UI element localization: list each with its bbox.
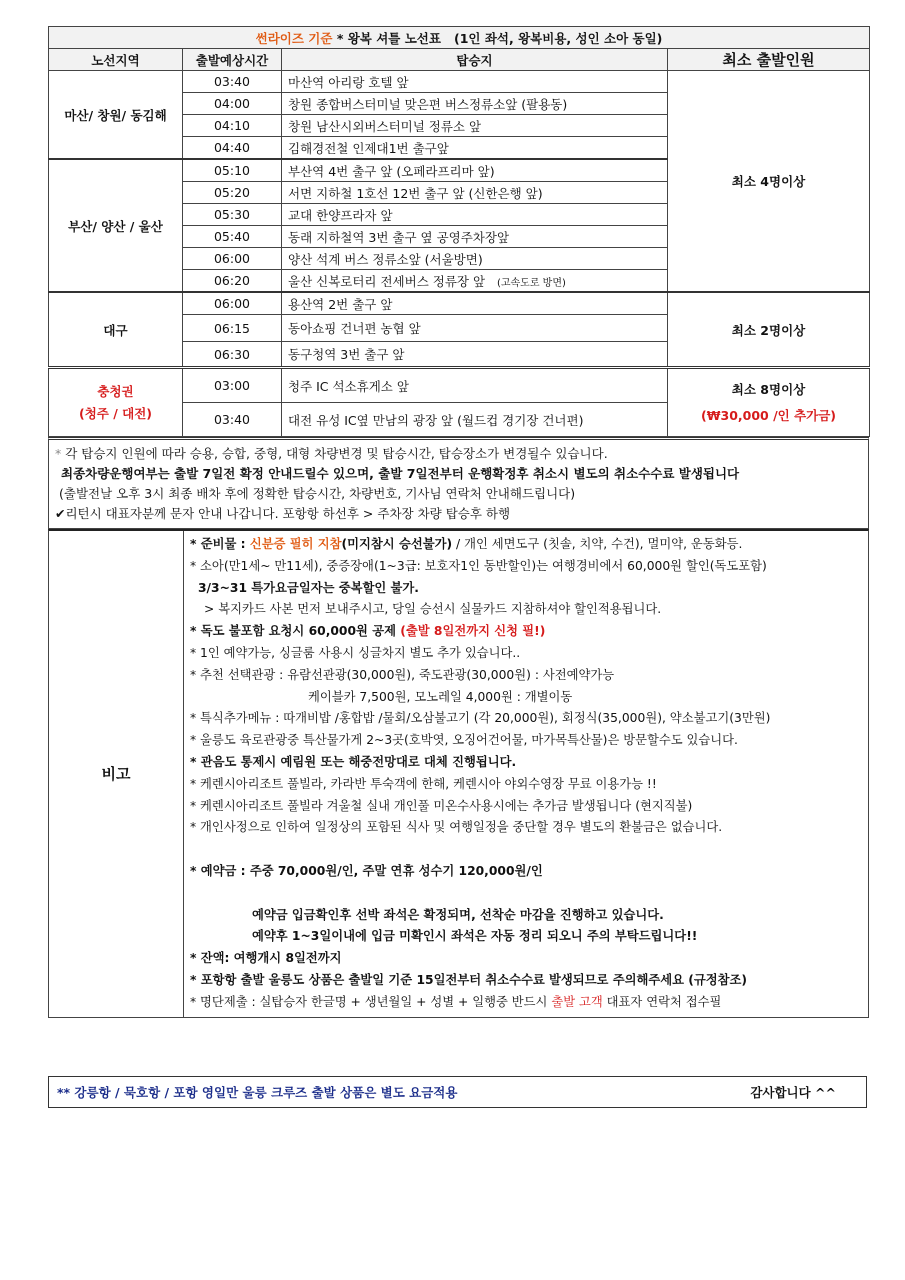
title-note: (1인 좌석, 왕복비용, 성인 소아 동일) [454, 30, 663, 46]
stop-text: 울산 신복로터리 전세버스 정류장 앞 [288, 273, 486, 289]
time-cell: 04:40 [183, 137, 282, 160]
min-south: 최소 4명이상 [668, 71, 870, 293]
remark-line: * 소아(만1세~ 만11세), 중증장애(1~3급: 보호자1인 동반할인)는 여행경비에서 60,000원 할인(독도포함) [190, 558, 767, 573]
remark-text: * 독도 불포함 요청시 60,000원 공제 [190, 624, 401, 639]
min-chungcheong [668, 368, 870, 437]
time-cell: 04:00 [183, 93, 282, 115]
table-row [49, 71, 870, 93]
note-line [55, 504, 862, 524]
remark-line: * 1인 예약가능, 싱글룸 사용시 싱글차지 별도 추가 있습니다.. [190, 645, 521, 660]
remark-line: * 케렌시아리조트 풀빌라, 카라반 투숙객에 한해, 케렌시아 야외수영장 무료 이용가능 !! [190, 776, 657, 791]
min-chungcheong-count: 최소 8명이상 [731, 381, 806, 397]
time-cell: 06:20 [183, 270, 282, 293]
brand-label: 썬라이즈 기준 [255, 30, 333, 46]
remark-line [190, 992, 862, 1014]
remark-text: * 명단제출 : 실탑승자 한글명 + 생년월일 + 성별 + 일행중 반드시 [190, 994, 552, 1009]
remark-highlight: 출발 고객 [551, 994, 603, 1009]
stop-cell: 동래 지하철역 3번 출구 옆 공영주차장앞 [282, 226, 668, 248]
time-cell: 05:40 [183, 226, 282, 248]
page-title [49, 27, 870, 49]
header-region: 노선지역 [49, 49, 183, 71]
stop-cell: 김해경전철 인제대1번 출구앞 [282, 137, 668, 160]
footer-left: ** 강릉항 / 묵호항 / 포항 영일만 울릉 크루즈 출발 상품은 별도 요금적용 [57, 1085, 458, 1100]
time-cell: 05:20 [183, 182, 282, 204]
remark-line: * 잔액: 여행개시 8일전까지 [190, 951, 342, 966]
stop-cell: 양산 석계 버스 정류소앞 (서울방면) [282, 248, 668, 270]
table-row [49, 368, 870, 403]
time-cell: 03:40 [183, 71, 282, 93]
header-row [49, 49, 870, 71]
remarks-body [184, 531, 868, 1017]
stop-cell: 동아쇼핑 건너편 농협 앞 [282, 315, 668, 342]
stop-extra: (고속도로 방면) [496, 277, 566, 289]
remarks-label: 비고 [49, 531, 184, 1017]
note-text: 리턴시 대표자분께 문자 안내 나갑니다. 포항항 하선후 > 주차장 차량 탑승후 하행 [65, 506, 511, 521]
stop-cell: 창원 남산시외버스터미널 정류소 앞 [282, 115, 668, 137]
stop-cell: 용산역 2번 출구 앞 [282, 292, 668, 315]
footer-note [48, 1076, 867, 1108]
stop-cell: 동구청역 3번 출구 앞 [282, 342, 668, 368]
time-cell: 06:15 [183, 315, 282, 342]
region-chungcheong-name: 충청권 [97, 383, 134, 399]
note-line: * 각 탑승지 인원에 따라 승용, 승합, 중형, 대형 차량변경 및 탑승시간, 탑승장소가 변경될수 있습니다. [55, 446, 608, 461]
remark-line: 예약후 1~3일이내에 입금 미확인시 좌석은 자동 정리 되오니 주의 부탁드립니다!! [252, 929, 698, 944]
stop-cell: 창원 종합버스터미널 맞은편 버스정류소앞 (팔용동) [282, 93, 668, 115]
header-stop: 탑승지 [282, 49, 668, 71]
schedule-sheet [48, 26, 869, 1018]
remark-line: 케이블카 7,500원, 모노레일 4,000원 : 개별이동 [308, 689, 573, 704]
time-cell: 03:00 [183, 368, 282, 403]
remark-line [190, 621, 862, 643]
remark-text: (미지참시 승선불가) [341, 537, 453, 551]
route-table [48, 26, 870, 437]
note-text: 각 탑승지 인원에 따라 승용, 승합, 중형, 대형 차량변경 및 탑승시간, 탑승장소가 변경될수 있습니다. [65, 446, 608, 461]
remark-line: > 복지카드 사본 먼저 보내주시고, 당일 승선시 실물카드 지참하셔야 할인적용됩니다. [204, 602, 662, 617]
remark-spacer [190, 883, 862, 905]
stop-cell: 마산역 아리랑 호텔 앞 [282, 71, 668, 93]
stop-cell: 대전 유성 IC옆 만남의 광장 앞 (월드컵 경기장 건너편) [282, 403, 668, 437]
region-masan: 마산/ 창원/ 동김해 [49, 71, 183, 160]
remark-line: * 관음도 통제시 예림원 또는 해중전망대로 대체 진행됩니다. [190, 754, 517, 769]
header-time: 출발예상시간 [183, 49, 282, 71]
time-cell: 05:30 [183, 204, 282, 226]
stop-cell: 교대 한양프라자 앞 [282, 204, 668, 226]
footer-right: 감사합니다 ^^ [750, 1085, 836, 1100]
remark-line: * 포항항 출발 울릉도 상품은 출발일 기준 15일전부터 취소수수료 발생되므로 주의해주세요 (규정참조) [190, 972, 748, 987]
time-cell: 03:40 [183, 403, 282, 437]
table-row [49, 292, 870, 315]
region-chungcheong [49, 368, 183, 437]
stop-cell: 청주 IC 석소휴게소 앞 [282, 368, 668, 403]
check-icon: ✔ [55, 506, 66, 521]
title-main: * 왕복 셔틀 노선표 [332, 30, 441, 46]
region-daegu: 대구 [49, 292, 183, 368]
time-cell: 04:10 [183, 115, 282, 137]
stop-cell: 부산역 4번 출구 앞 (오페라프리마 앞) [282, 159, 668, 182]
remark-highlight: (출발 8일전까지 신청 필!) [400, 624, 546, 639]
remark-line: * 케렌시아리조트 풀빌라 겨울철 실내 개인풀 미온수사용시에는 추가금 발생됩니다 (현지직불) [190, 798, 693, 813]
remark-spacer [190, 839, 862, 861]
time-cell: 06:00 [183, 248, 282, 270]
remarks-section [48, 529, 869, 1018]
header-min: 최소 출발인원 [668, 49, 870, 71]
note-line: 최종차량운행여부는 출발 7일전 확정 안내드릴수 있으며, 출발 7일전부터 운행확정후 취소시 별도의 취소수수료 발생됩니다 [61, 466, 740, 481]
region-busan: 부산/ 양산 / 울산 [49, 159, 183, 292]
time-cell: 06:30 [183, 342, 282, 368]
remark-line: * 개인사정으로 인하여 일정상의 포함된 식사 및 여행일정을 중단할 경우 별도의 환불금은 없습니다. [190, 820, 723, 835]
note-line: (출발전날 오후 3시 최종 배차 후에 정확한 탑승시간, 차량번호, 기사님 연락처 안내해드립니다) [59, 486, 576, 501]
remark-line: * 특식추가메뉴 : 따개비밥 /홍합밥 /물회/오삼불고기 (각 20,000원), 회정식(35,000원), 약소불고기(3만원) [190, 711, 771, 726]
remark-highlight: 신분증 필히 지참 [249, 537, 342, 551]
time-cell: 06:00 [183, 292, 282, 315]
stop-cell: 서면 지하철 1호선 12번 출구 앞 (신한은행 앞) [282, 182, 668, 204]
remark-line: 예약금 입금확인후 선박 좌석은 확정되며, 선착순 마감을 진행하고 있습니다. [252, 907, 664, 922]
remark-text: / 개인 세면도구 (칫솔, 치약, 수건), 멀미약, 운동화등. [452, 537, 743, 551]
time-cell: 05:10 [183, 159, 282, 182]
min-daegu: 최소 2명이상 [668, 292, 870, 368]
remark-text: * 준비물 : [190, 537, 250, 551]
remark-line: * 추천 선택관광 : 유람선관광(30,000원), 죽도관광(30,000원) : 사전예약가능 [190, 667, 615, 682]
remark-line: * 예약금 : 주중 70,000원/인, 주말 연휴 성수기 120,000원/인 [190, 863, 543, 878]
remark-line: * 울릉도 육로관광중 특산물가게 2~3곳(호박엿, 오징어건어물, 마가목특산물)은 방문할수도 있습니다. [190, 733, 738, 748]
remark-line: 3/3~31 특가요금일자는 중복할인 불가. [198, 580, 419, 595]
title-row [49, 27, 870, 49]
notes-section [48, 437, 869, 529]
remark-text: 대표자 연락처 접수필 [602, 994, 722, 1009]
remark-line [190, 534, 862, 556]
min-chungcheong-fee: (₩30,000 /인 추가금) [701, 407, 837, 423]
stop-cell [282, 270, 668, 293]
region-chungcheong-cities: (청주 / 대전) [79, 405, 152, 421]
